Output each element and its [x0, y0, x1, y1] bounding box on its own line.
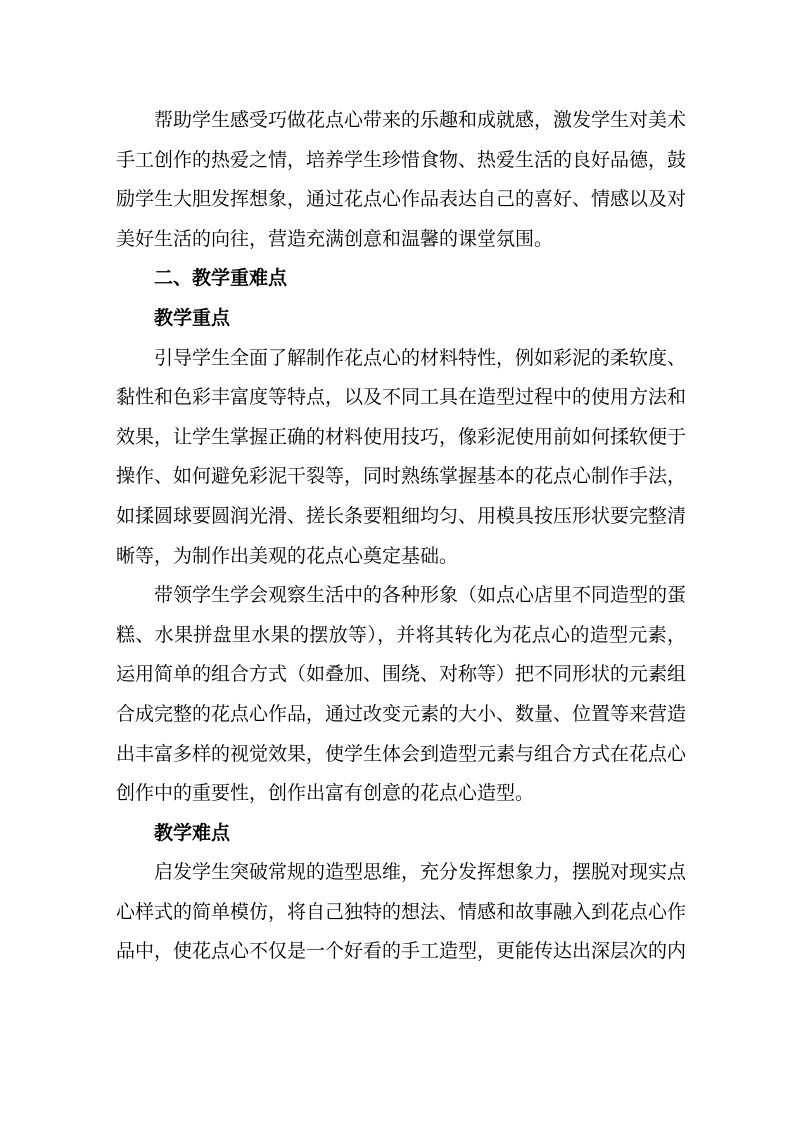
paragraph-key-points-observation: 带领学生学会观察生活中的各种形象（如点心店里不同造型的蛋糕、水果拼盘里水果的摆放等），并将其转化为花点心的造型元素，运用简单的组合方式（如叠加、围绕、对称等）把不同形状的元素组合成完整的花点心作品，通过改变元素的大小、数量、位置等来营造出丰富多样的视觉效果，使学生体会到造型元素与组合方式在花点心创作中的重要性，创作出富有创意的花点心造型。: [116, 584, 687, 805]
subheading-difficult-points: 教学难点: [154, 821, 231, 844]
paragraph-difficult-points: 启发学生突破常规的造型思维，充分发挥想象力，摆脱对现实点心样式的简单模仿，将自己独特的想法、情感和故事融入到花点心作品中，使花点心不仅是一个好看的手工造型，更能传达出深层次的内: [116, 861, 687, 963]
subheading-key-points: 教学重点: [154, 306, 231, 329]
document-body: [116, 101, 686, 972]
section-heading-key-difficult-points: 二、教学重难点: [154, 267, 288, 290]
paragraph-key-points-materials: 引导学生全面了解制作花点心的材料特性，例如彩泥的柔软度、黏性和色彩丰富度等特点，以及不同工具在造型过程中的使用方法和效果，让学生掌握正确的材料使用技巧，像彩泥使用前如何揉软便于操作、如何避免彩泥干裂等，同时熟练掌握基本的花点心制作手法，如揉圆球要圆润光滑、搓长条要粗细均匀、用模具按压形状要完整清晰等，为制作出美观的花点心奠定基础。: [116, 346, 687, 567]
paragraph-goals: 帮助学生感受巧做花点心带来的乐趣和成就感，激发学生对美术手工创作的热爱之情，培养学生珍惜食物、热爱生活的良好品德，鼓励学生大胆发挥想象，通过花点心作品表达自己的喜好、情感以及对美好生活的向往，营造充满创意和温馨的课堂氛围。: [116, 109, 687, 250]
